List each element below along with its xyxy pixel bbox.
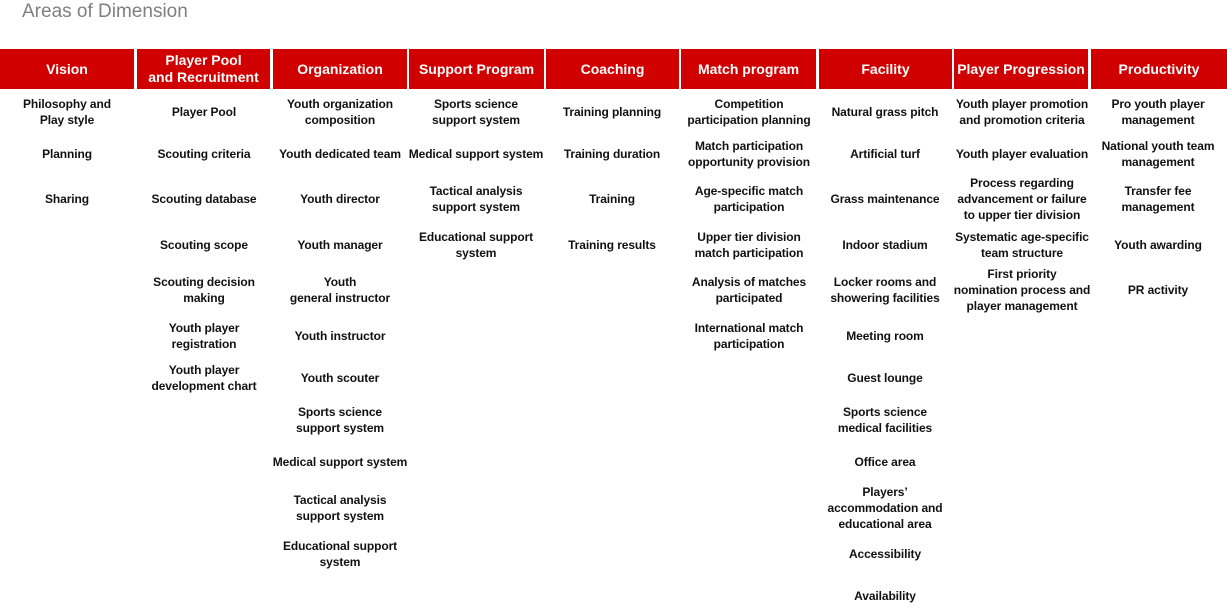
player-pool-item: Youth player development chart: [151, 363, 257, 393]
support-program-item: Educational support system: [418, 230, 534, 260]
productivity-item: Transfer fee management: [1121, 184, 1195, 214]
facility-item: Sports science medical facilities: [837, 405, 933, 435]
organization-item: Educational support system: [282, 539, 398, 569]
column-header-organization: Organization: [273, 49, 407, 89]
player-pool-item: Scouting criteria: [157, 147, 251, 161]
coaching-item: Training duration: [563, 147, 661, 161]
facility-item: Availability: [854, 589, 916, 603]
column-header-support-program: Support Program: [409, 49, 544, 89]
column-header-coaching: Coaching: [546, 49, 679, 89]
player-pool-item: Player Pool: [171, 105, 237, 119]
facility-item: Indoor stadium: [842, 238, 928, 252]
player-progression-item: Process regarding advancement or failure to upper tier division: [957, 176, 1087, 222]
match-program-item: Upper tier division match participation: [694, 230, 804, 260]
facility-item: Grass maintenance: [830, 192, 940, 206]
match-program-item: Analysis of matches participated: [691, 275, 807, 305]
facility-item: Players’ accommodation and educational area: [827, 485, 943, 531]
vision-item: Planning: [42, 147, 92, 161]
facility-item: Artificial turf: [850, 147, 920, 161]
player-pool-item: Scouting database: [151, 192, 257, 206]
support-program-item: Medical support system: [408, 147, 544, 161]
player-pool-item: Scouting decision making: [153, 275, 255, 305]
facility-item: Natural grass pitch: [831, 105, 939, 119]
vision-item: Philosophy and Play style: [23, 97, 111, 127]
organization-item: Medical support system: [272, 455, 408, 469]
column-header-facility: Facility: [819, 49, 952, 89]
column-header-row: [0, 49, 1227, 89]
facility-item: Guest lounge: [847, 371, 923, 385]
player-pool-item: Scouting scope: [160, 238, 248, 252]
coaching-item: Training: [589, 192, 635, 206]
facility-item: Locker rooms and showering facilities: [830, 275, 940, 305]
player-pool-item: Youth player registration: [168, 321, 240, 351]
vision-item: Sharing: [45, 192, 89, 206]
page-title: Areas of Dimension: [22, 1, 188, 22]
match-program-item: Competition participation planning: [687, 97, 811, 127]
match-program-item: Match participation opportunity provision: [688, 139, 810, 169]
match-program-item: Age-specific match participation: [694, 184, 804, 214]
facility-item: Accessibility: [848, 547, 922, 561]
player-progression-item: First priority nomination process and player management: [953, 267, 1091, 313]
support-program-item: Sports science support system: [432, 97, 520, 127]
column-header-player-pool: Player Pool and Recruitment: [137, 49, 270, 89]
organization-item: Youth general instructor: [289, 275, 391, 305]
player-progression-item: Systematic age-specific team structure: [955, 230, 1089, 260]
column-header-player-progression: Player Progression: [954, 49, 1088, 89]
productivity-item: Youth awarding: [1114, 238, 1202, 252]
match-program-item: International match participation: [694, 321, 804, 351]
organization-item: Tactical analysis support system: [293, 493, 387, 523]
column-header-match-program: Match program: [681, 49, 816, 89]
organization-item: Youth dedicated team: [279, 147, 401, 161]
coaching-item: Training results: [568, 238, 656, 252]
organization-item: Youth organization composition: [287, 97, 393, 127]
facility-item: Office area: [854, 455, 916, 469]
player-progression-item: Youth player evaluation: [955, 147, 1089, 161]
productivity-item: PR activity: [1127, 283, 1189, 297]
column-header-vision: Vision: [0, 49, 134, 89]
coaching-item: Training planning: [562, 105, 662, 119]
organization-item: Youth director: [300, 192, 380, 206]
organization-item: Youth instructor: [294, 329, 386, 343]
support-program-item: Tactical analysis support system: [429, 184, 523, 214]
organization-item: Youth scouter: [300, 371, 380, 385]
organization-item: Youth manager: [297, 238, 383, 252]
productivity-item: National youth team management: [1101, 139, 1215, 169]
facility-item: Meeting room: [846, 329, 924, 343]
productivity-item: Pro youth player management: [1111, 97, 1205, 127]
column-header-productivity: Productivity: [1091, 49, 1227, 89]
organization-item: Sports science support system: [296, 405, 384, 435]
player-progression-item: Youth player promotion and promotion criteria: [955, 97, 1089, 127]
